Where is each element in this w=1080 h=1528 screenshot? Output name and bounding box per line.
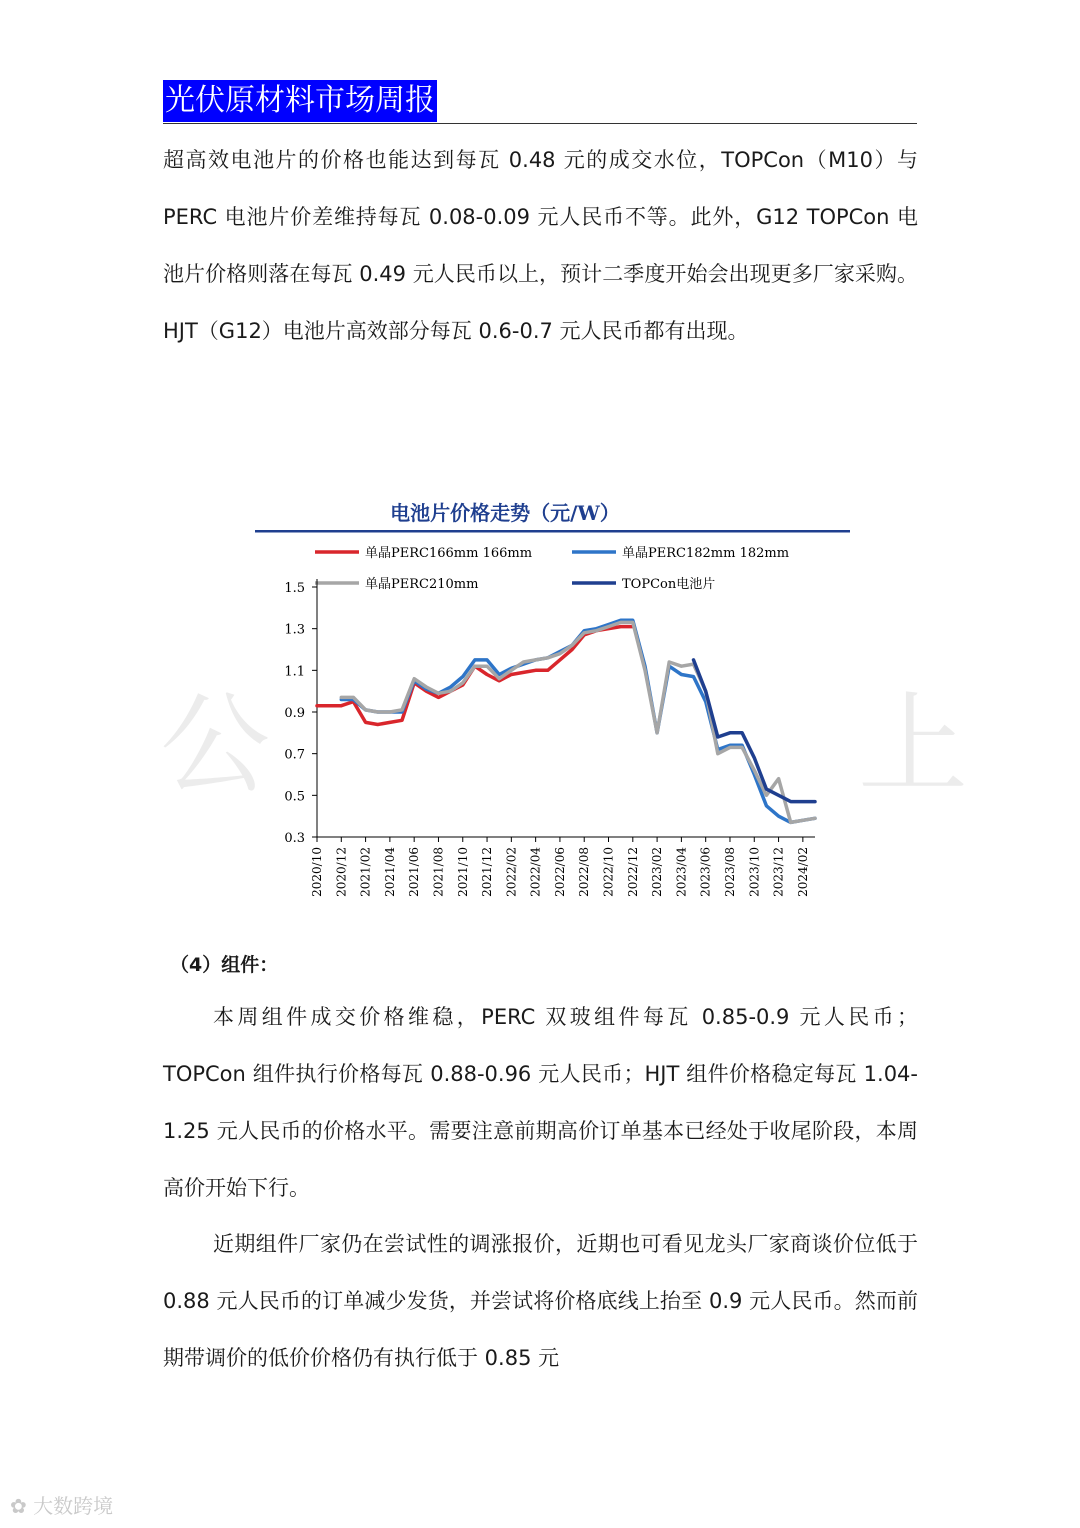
x-tick-label: 2021/10 xyxy=(455,847,470,897)
x-tick-label: 2021/02 xyxy=(358,847,373,897)
paragraph-module-prices: 本周组件成交价格维稳，PERC 双玻组件每瓦 0.85-0.9 元人民币；TOPCon 组件执行价格每瓦 0.88-0.96 元人民币；HJT 组件价格稳定每瓦 1.04-1.25 元人民币的价格水平。需要注意前期高价订单基本已经处于收尾阶段，本周高价开始下行。 xyxy=(163,1005,918,1200)
paragraph-cell-prices: 超高效电池片的价格也能达到每瓦 0.48 元的成交水位，TOPCon（M10）与 PERC 电池片价差维持每瓦 0.08-0.09 元人民币不等。此外，G12 TOPCon 电池片价格则落在每瓦 0.49 元人民币以上，预计二季度开始会出现更多厂家采购。HJT（G12）电池片高效部分每瓦 0.6-0.7 元人民币都有出现。 xyxy=(163,148,918,343)
page-title: 光伏原材料市场周报 xyxy=(163,80,437,122)
chart-axes xyxy=(284,579,815,897)
title-underline xyxy=(255,530,850,533)
x-tick-label: 2021/04 xyxy=(382,847,397,897)
x-tick-label: 2023/02 xyxy=(650,847,665,897)
series-line xyxy=(341,622,815,822)
cell-price-chart xyxy=(250,490,860,910)
x-tick-label: 2020/12 xyxy=(334,847,349,897)
x-tick-label: 2021/06 xyxy=(407,847,422,897)
x-tick-label: 2023/08 xyxy=(722,847,737,897)
header-divider xyxy=(163,123,917,124)
footer-logo xyxy=(10,1492,113,1520)
legend-label: 单晶PERC182mm 182mm xyxy=(622,546,790,561)
y-tick-label: 1.5 xyxy=(284,581,305,596)
y-tick-label: 0.3 xyxy=(284,831,305,846)
y-tick-label: 0.7 xyxy=(284,747,305,763)
y-tick-label: 0.9 xyxy=(284,706,305,721)
y-tick-label: 0.5 xyxy=(284,789,305,805)
logo-icon: ✿ xyxy=(10,1494,34,1518)
chart-series xyxy=(317,620,815,822)
x-tick-label: 2023/06 xyxy=(698,847,713,897)
watermark-left: 公 xyxy=(160,681,270,809)
x-tick-label: 2021/08 xyxy=(431,847,446,897)
x-tick-label: 2022/12 xyxy=(625,847,640,897)
x-tick-label: 2023/04 xyxy=(674,847,689,897)
x-tick-label: 2022/04 xyxy=(528,847,543,897)
watermark-right: 上 xyxy=(858,681,968,809)
x-tick-label: 2023/10 xyxy=(747,847,762,897)
legend-label: TOPCon电池片 xyxy=(622,577,716,592)
paragraph-module-trends: 近期组件厂家仍在尝试性的调涨报价，近期也可看见龙头厂家商谈价位低于 0.88 元人民币的订单减少发货，并尝试将价格底线上抬至 0.9 元人民币。然而前期带调价的低价价格仍有执行低于 0.85 元 xyxy=(163,1232,918,1370)
series-line xyxy=(341,620,815,822)
y-tick-label: 1.3 xyxy=(284,622,305,638)
chart-legend xyxy=(315,546,789,592)
y-tick-label: 1.1 xyxy=(284,664,305,680)
chart-title: 电池片价格走势（元/W） xyxy=(390,501,620,525)
logo-text: 大数跨境 xyxy=(33,1494,114,1518)
legend-label: 单晶PERC166mm 166mm xyxy=(365,546,533,561)
x-tick-label: 2023/12 xyxy=(771,847,786,897)
x-tick-label: 2022/06 xyxy=(552,847,567,897)
x-tick-label: 2022/10 xyxy=(601,847,616,897)
x-tick-label: 2020/10 xyxy=(310,847,324,897)
x-tick-label: 2021/12 xyxy=(480,847,495,897)
legend-label: 单晶PERC210mm xyxy=(365,577,479,592)
x-tick-label: 2024/02 xyxy=(795,847,810,897)
chart-svg xyxy=(250,490,860,910)
x-tick-label: 2022/08 xyxy=(577,847,592,897)
section-heading-modules: （4）组件： xyxy=(170,954,279,976)
x-tick-label: 2022/02 xyxy=(504,847,519,897)
